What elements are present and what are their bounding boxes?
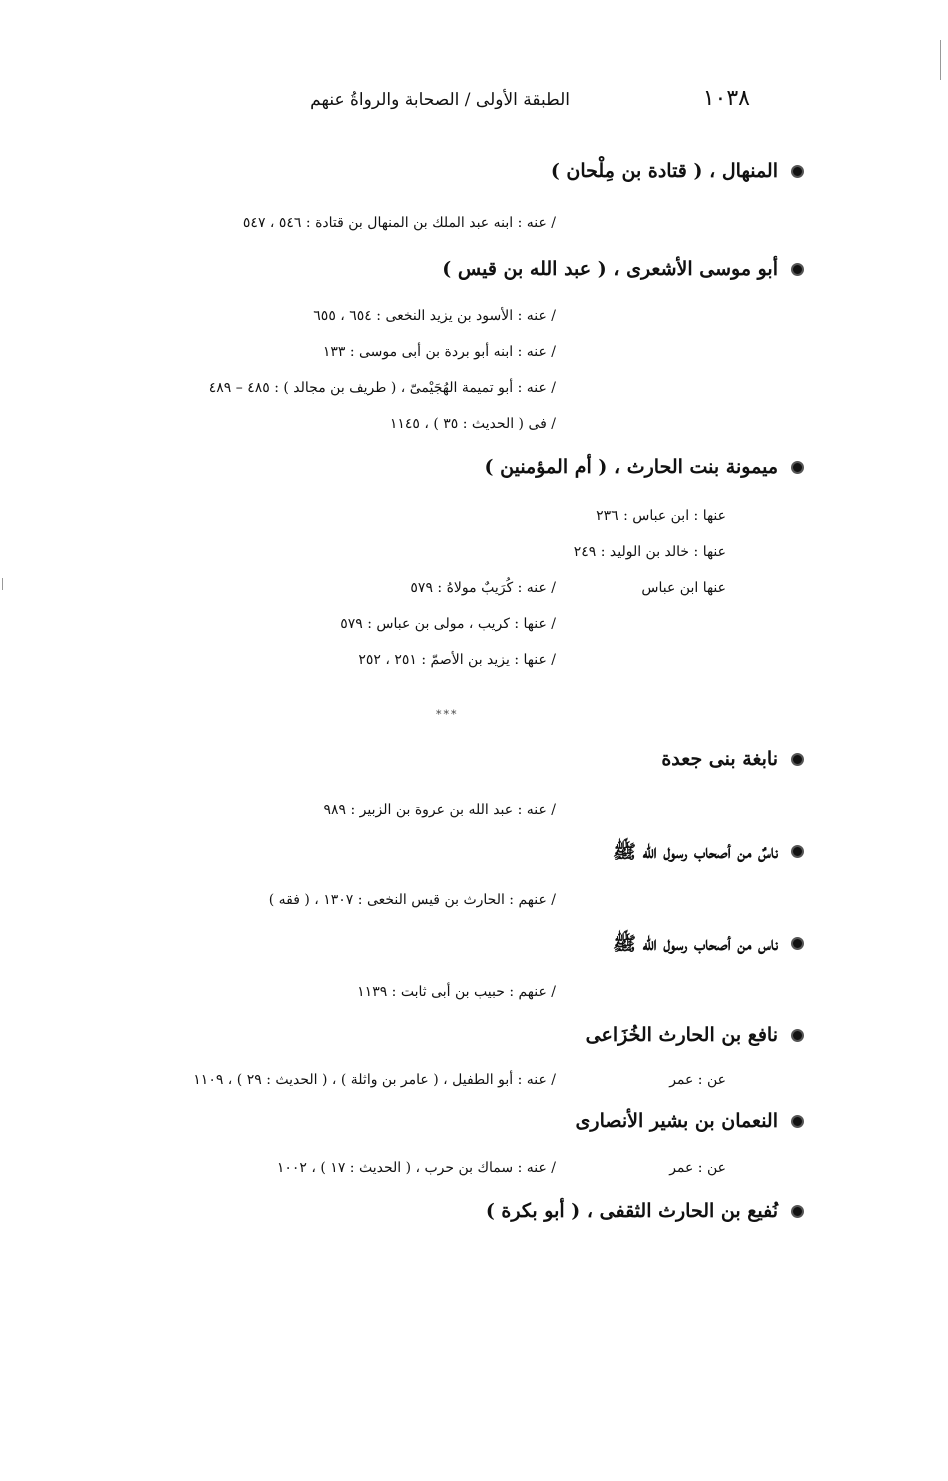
side-note: عن : عمر <box>669 1072 726 1088</box>
bullet-icon <box>791 753 804 766</box>
scan-mark <box>2 578 3 590</box>
entry-name: المنهال ، ( قتادة بن مِلْحان ) <box>551 160 778 182</box>
bullet-icon <box>791 165 804 178</box>
narrator-line: عنها : ابن عباس : ٢٣٦ <box>596 508 726 524</box>
section-separator: *** <box>436 708 459 721</box>
entry-name: ميمونة بنت الحارث ، ( أم المؤمنين ) <box>485 456 778 478</box>
entry-name: نُفيع بن الحارث الثقفى ، ( أبو بكرة ) <box>486 1200 778 1222</box>
narrator-line: / عنه : عبد الله بن عروة بن الزبير : ٩٨٩ <box>323 802 556 818</box>
entry-name: أبو موسى الأشعرى ، ( عبد الله بن قيس ) <box>442 258 778 280</box>
scan-mark <box>940 40 941 80</box>
side-note: عن : عمر <box>669 1160 726 1176</box>
narrator-line: عنها : خالد بن الوليد : ٢٤٩ <box>573 544 726 560</box>
bullet-icon <box>791 263 804 276</box>
narrator-line: / عنهم : الحارث بن قيس النخعى : ١٣٠٧ ، ( فقه ) <box>268 892 556 908</box>
narrator-line: / عنها : كريب ، مولى بن عباس : ٥٧٩ <box>340 616 556 632</box>
entry-name: ناس من أصحاب رسول الله ﷺ <box>613 932 778 960</box>
bullet-icon <box>791 937 804 950</box>
narrator-line: / عنه : ابنه أبو بردة بن أبى موسى : ١٣٣ <box>322 344 556 360</box>
entry-name: ناسٌ من أصحاب رسول الله ﷺ <box>613 840 778 868</box>
narrator-line: / عنه : الأسود بن يزيد النخعى : ٦٥٤ ، ٦٥٥ <box>313 308 556 324</box>
running-title: الطبقة الأولى / الصحابة والرواةُ عنهم <box>310 90 570 110</box>
narrator-line: / عنه : أبو الطفيل ، ( عامر بن واثلة ) ، ( الحديث : ٢٩ ) ، ١١٠٩ <box>193 1072 556 1088</box>
narrator-line: / عنه : كُرَيبٌ مولاهُ : ٥٧٩ <box>410 580 556 596</box>
narrator-line: / فى ( الحديث : ٣٥ ) ، ١١٤٥ <box>389 416 556 432</box>
bullet-icon <box>791 1029 804 1042</box>
entry-name: النعمان بن بشير الأنصارى <box>576 1110 778 1132</box>
page-number: ١٠٣٨ <box>702 86 750 111</box>
entry-name: نافع بن الحارث الخُزَاعى <box>586 1024 778 1046</box>
narrator-line: / عنهم : حبيب بن أبى ثابت : ١١٣٩ <box>357 984 556 1000</box>
page-header <box>310 86 760 120</box>
narrator-line: / عنه : ابنه عبد الملك بن المنهال بن قتادة : ٥٤٦ ، ٥٤٧ <box>242 215 556 231</box>
bullet-icon <box>791 1205 804 1218</box>
narrator-line: / عنه : أبو تميمة الهُجَيْمىّ ، ( طريف بن مجالد ) : ٤٨٥ – ٤٨٩ <box>208 380 556 396</box>
narrator-line: / عنه : سماك بن حرب ، ( الحديث : ١٧ ) ، ١٠٠٢ <box>276 1160 556 1176</box>
narrator-line: / عنها : يزيد بن الأصمّ : ٢٥١ ، ٢٥٢ <box>358 652 556 668</box>
bullet-icon <box>791 461 804 474</box>
entry-name: نابغة بنى جعدة <box>661 748 778 770</box>
bullet-icon <box>791 845 804 858</box>
bullet-icon <box>791 1115 804 1128</box>
side-note: عنها ابن عباس <box>641 580 726 596</box>
